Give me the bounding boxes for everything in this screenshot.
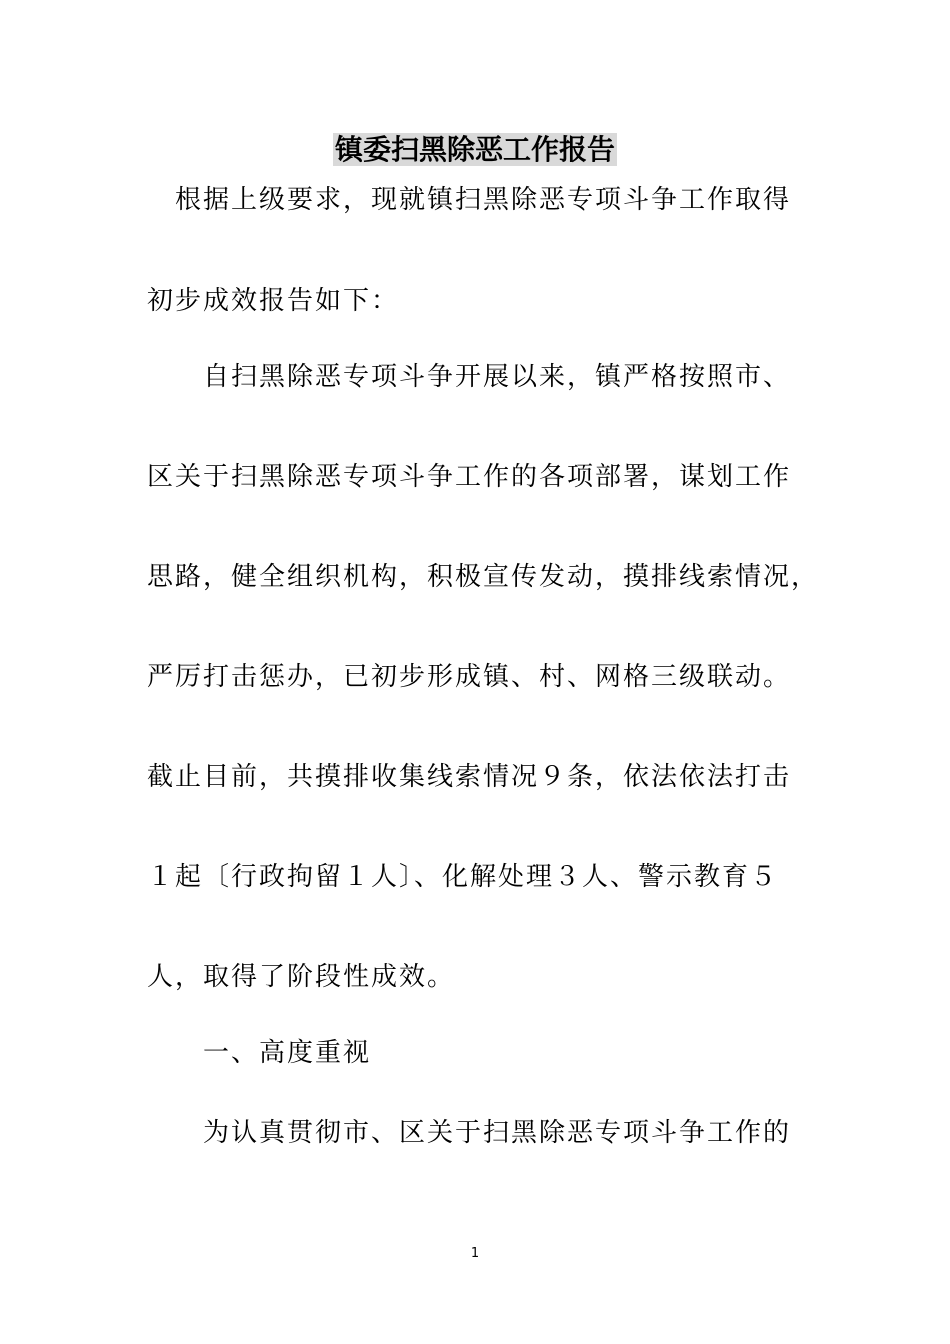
body-line-7: 截止目前，共摸排收集线索情况９条，依法依法打击 — [147, 762, 792, 792]
page-number: 1 — [470, 1246, 480, 1261]
body-line-5: 思路，健全组织机构，积极宣传发动，摸排线索情况， — [147, 562, 820, 592]
document-title — [0, 128, 950, 172]
body-line-10: 为认真贯彻市、区关于扫黑除恶专项斗争工作的 — [147, 1118, 792, 1148]
body-line-1: 根据上级要求，现就镇扫黑除恶专项斗争工作取得 — [147, 185, 792, 215]
body-line-9: 人，取得了阶段性成效。 — [147, 962, 456, 992]
body-line-4: 区关于扫黑除恶专项斗争工作的各项部署，谋划工作 — [147, 462, 792, 492]
body-line-3: 自扫黑除恶专项斗争开展以来，镇严格按照市、 — [147, 362, 792, 392]
section-heading-1: 一、高度重视 — [147, 1038, 372, 1068]
body-line-6: 严厉打击惩办，已初步形成镇、村、网格三级联动。 — [147, 662, 792, 692]
document-title-text: 镇委扫黑除恶工作报告 — [334, 133, 615, 166]
body-line-8: １起〔行政拘留１人〕、化解处理３人、警示教育５ — [147, 862, 779, 892]
body-line-2: 初步成效报告如下： — [147, 286, 400, 316]
